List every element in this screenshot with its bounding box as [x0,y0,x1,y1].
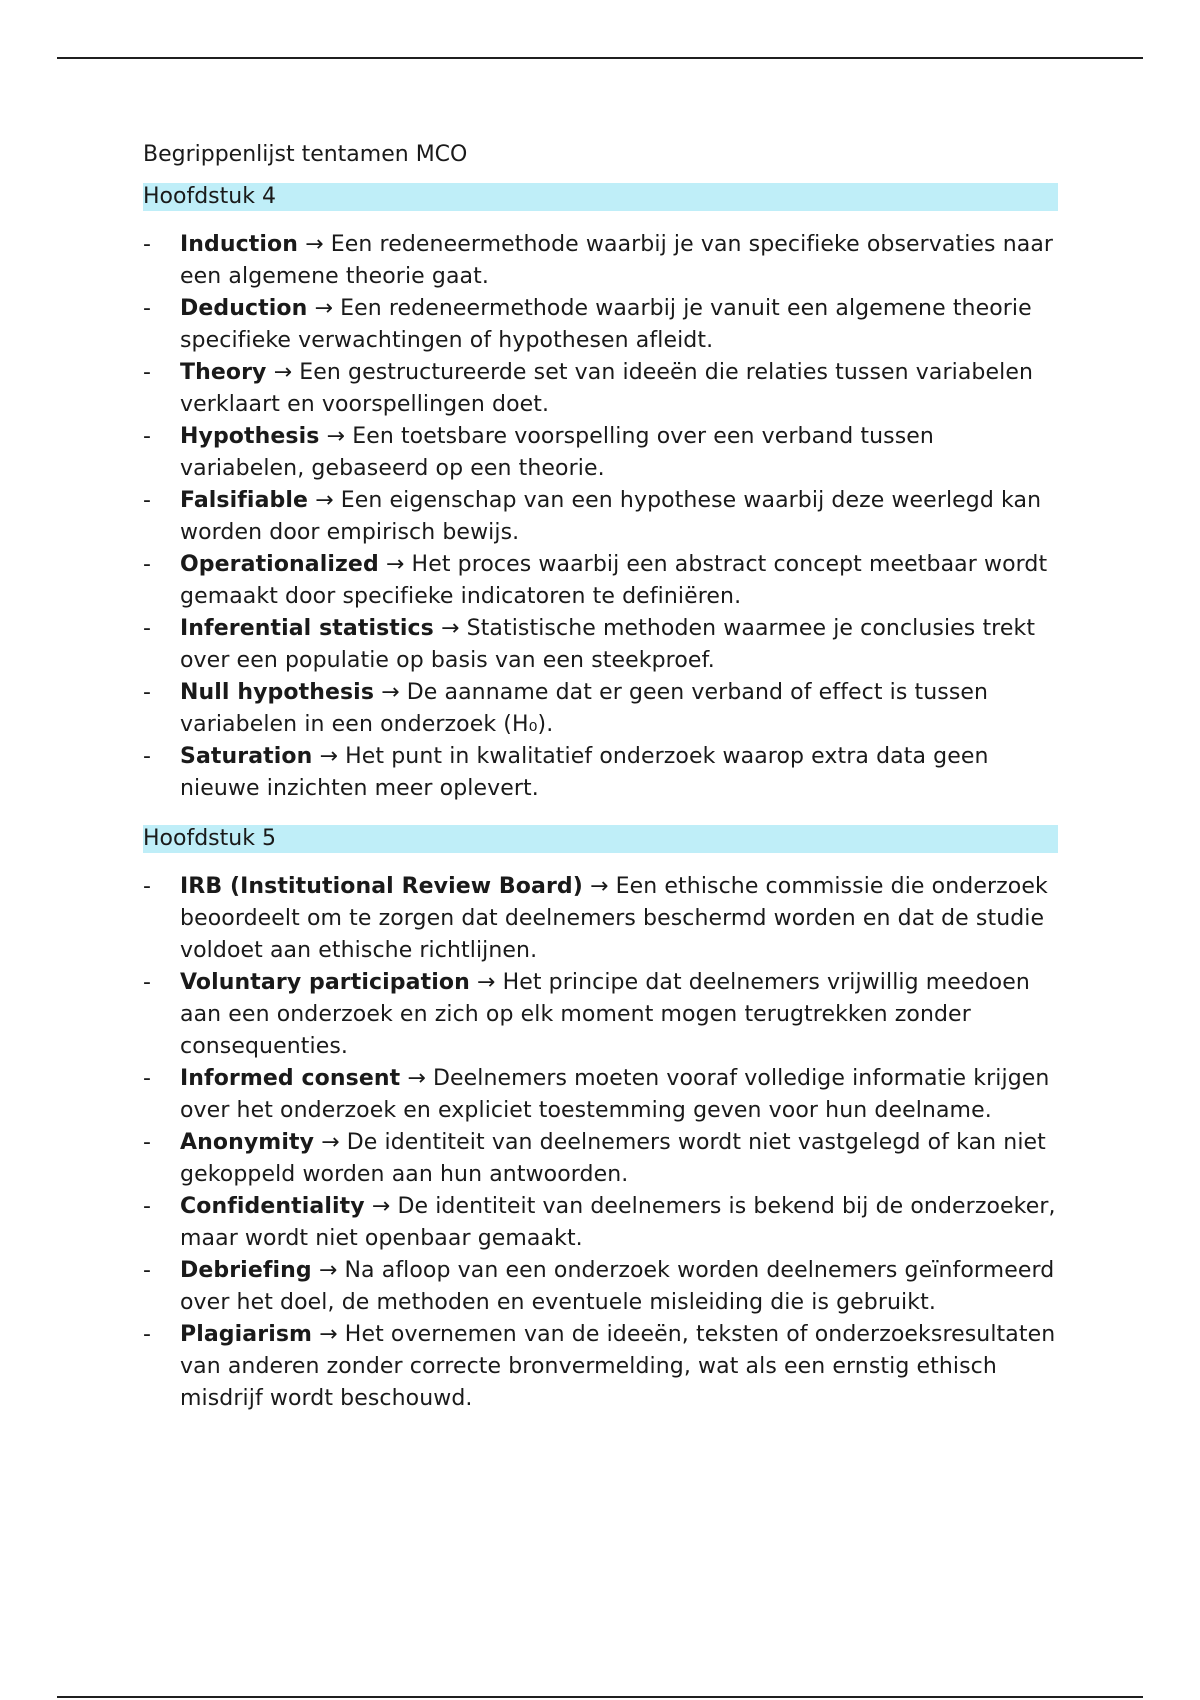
list-item [143,229,1058,293]
term-label: Inferential statistics [180,616,434,641]
list-item [143,485,1058,549]
arrow-icon: → [266,360,300,385]
term-label: IRB (Institutional Review Board) [180,874,583,899]
arrow-icon: → [378,552,412,577]
arrow-icon: → [308,488,341,513]
list-item [143,1255,1058,1319]
document-body [143,139,1058,1415]
bullet-dash: - [143,232,152,257]
term-label: Voluntary participation [180,970,470,995]
list-item [143,677,1058,741]
list-item [143,421,1058,485]
bullet-dash: - [143,1194,152,1219]
arrow-icon: → [312,1322,345,1347]
term-definition: Een redeneermethode waarbij je vanuit een algemene theorie specifieke verwachtingen of hypothesen afleidt. [180,296,1032,353]
term-list-chapter-5 [143,871,1058,1415]
term-definition: Het proces waarbij een abstract concept meetbaar wordt gemaakt door specifieke indicatoren te definiëren. [180,552,1048,609]
chapter-heading-5: Hoofdstuk 5 [143,825,1058,853]
list-item [143,871,1058,967]
term-definition: Een redeneermethode waarbij je van specifieke observaties naar een algemene theorie gaat. [180,232,1054,289]
list-item [143,613,1058,677]
arrow-icon: → [374,680,407,705]
term-label: Debriefing [180,1258,312,1283]
bottom-rule [57,1696,1143,1698]
term-definition: Het principe dat deelnemers vrijwillig meedoen aan een onderzoek en zich op elk moment mogen terugtrekken zonder consequenties. [180,970,1030,1059]
term-definition: De aanname dat er geen verband of effect is tussen variabelen in een onderzoek (H₀). [180,680,989,737]
bullet-dash: - [143,616,152,641]
bullet-dash: - [143,1130,152,1155]
term-label: Hypothesis [180,424,320,449]
chapter-heading-4: Hoofdstuk 4 [143,183,1058,211]
arrow-icon: → [582,874,616,899]
term-label: Saturation [180,744,313,769]
bullet-dash: - [143,680,152,705]
term-definition: Statistische methoden waarmee je conclusies trekt over een populatie op basis van een steekproef. [180,616,1036,673]
bullet-dash: - [143,1066,152,1091]
bullet-dash: - [143,970,152,995]
arrow-icon: → [469,970,503,995]
term-label: Operationalized [180,552,379,577]
document-title: Begrippenlijst tentamen MCO [143,142,468,167]
bullet-dash: - [143,1322,152,1347]
bullet-dash: - [143,1258,152,1283]
arrow-icon: → [307,296,341,321]
term-label: Plagiarism [180,1322,313,1347]
arrow-icon: → [314,1130,347,1155]
arrow-icon: → [319,424,353,449]
term-definition: De identiteit van deelnemers is bekend bij de onderzoeker, maar wordt niet openbaar gemaakt. [180,1194,1056,1251]
list-item [143,1127,1058,1191]
list-item [143,741,1058,805]
arrow-icon: → [298,232,331,257]
term-definition: Een toetsbare voorspelling over een verband tussen variabelen, gebaseerd op een theorie. [180,424,934,481]
arrow-icon: → [433,616,467,641]
list-item [143,1319,1058,1415]
list-item [143,357,1058,421]
term-label: Deduction [180,296,308,321]
arrow-icon: → [400,1066,433,1091]
term-label: Anonymity [180,1130,315,1155]
top-rule [57,57,1143,59]
bullet-dash: - [143,552,152,577]
term-label: Induction [180,232,299,257]
term-definition: Een gestructureerde set van ideeën die relaties tussen variabelen verklaart en voorspellingen doet. [180,360,1034,417]
term-definition: Het overnemen van de ideeën, teksten of onderzoeksresultaten van anderen zonder correcte bronvermelding, wat als een ernstig ethisch misdrijf wordt beschouwd. [180,1322,1056,1411]
term-list-chapter-4 [143,229,1058,805]
term-definition: Deelnemers moeten vooraf volledige informatie krijgen over het onderzoek en expliciet toestemming geven voor hun deelname. [180,1066,1050,1123]
list-item [143,293,1058,357]
term-definition: Het punt in kwalitatief onderzoek waarop extra data geen nieuwe inzichten meer oplevert. [180,744,989,801]
list-item [143,1063,1058,1127]
list-item [143,1191,1058,1255]
bullet-dash: - [143,744,152,769]
term-definition: Een ethische commissie die onderzoek beoordeelt om te zorgen dat deelnemers beschermd worden en dat de studie voldoet aan ethische richtlijnen. [180,874,1048,963]
bullet-dash: - [143,360,152,385]
term-label: Theory [180,360,267,385]
term-definition: Een eigenschap van een hypothese waarbij deze weerlegd kan worden door empirisch bewijs. [180,488,1042,545]
term-definition: De identiteit van deelnemers wordt niet vastgelegd of kan niet gekoppeld worden aan hun antwoorden. [180,1130,1046,1187]
term-label: Falsifiable [180,488,309,513]
bullet-dash: - [143,488,152,513]
arrow-icon: → [312,744,346,769]
bullet-dash: - [143,424,152,449]
term-definition: Na afloop van een onderzoek worden deelnemers geïnformeerd over het doel, de methoden en eventuele misleiding die is gebruikt. [180,1258,1055,1315]
term-label: Confidentiality [180,1194,365,1219]
list-item [143,549,1058,613]
bullet-dash: - [143,874,152,899]
term-label: Informed consent [180,1066,401,1091]
arrow-icon: → [364,1194,398,1219]
arrow-icon: → [311,1258,345,1283]
list-item [143,967,1058,1063]
term-label: Null hypothesis [180,680,375,705]
bullet-dash: - [143,296,152,321]
